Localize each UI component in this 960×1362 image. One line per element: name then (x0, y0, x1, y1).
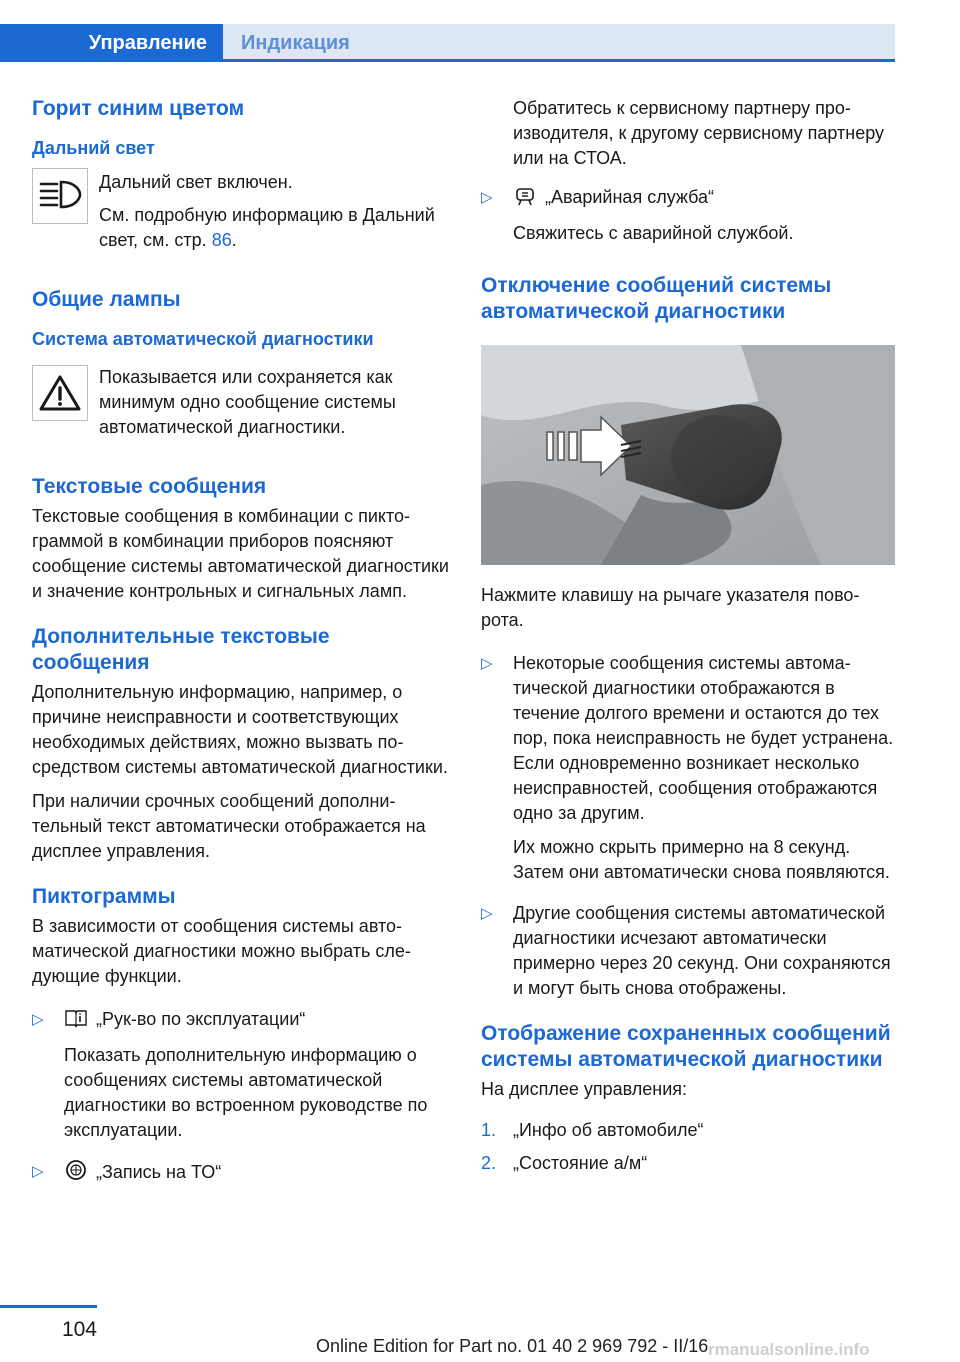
turn-signal-lever-photo (481, 345, 895, 565)
heading-show-stored-messages: Отображение сохраненных сообщений системы автоматической диагностики (481, 1022, 891, 1071)
show-stored-paragraph: На дисплее управления: (481, 1079, 688, 1099)
chapter-tab-bar (0, 24, 895, 62)
tab-controls[interactable]: Управление (0, 24, 223, 62)
tab-underline (0, 59, 895, 62)
step-number: 2. (481, 1153, 497, 1173)
breakdown-service-icon[interactable] (513, 186, 537, 213)
heading-check-control: Система автоматической диагностики (32, 329, 374, 349)
auto-disappear-text: Другие сообщения системы автоматической диагностики исчезают автоматически примерно через 20 секунд. Они сохраняются и могут быть снова отображены. (513, 903, 891, 998)
additional-text-paragraph-1: Дополнительную информацию, например, о причине неисправности и соответствующих необходимых действиях, можно вызвать посредством системы автоматической диагностики. (32, 682, 448, 777)
footer-accent-line (0, 1305, 97, 1308)
bullet-owners-manual-title: „Рук-во по эксплуатации“ (96, 1009, 306, 1029)
high-beam-reference: См. подробную информацию в Дальний свет, см. стр. 86. (99, 205, 435, 250)
high-beam-text: Дальний свет включен. (99, 172, 293, 192)
heading-symbols: Пиктограммы (32, 885, 176, 908)
manual-book-icon[interactable] (64, 1008, 88, 1035)
heading-high-beam: Дальний свет (32, 138, 155, 158)
warning-triangle-icon (32, 365, 88, 421)
check-control-block (32, 365, 450, 440)
bullet-persistent-messages (481, 651, 895, 885)
check-control-text: Показывается или сохраняется как минимум одно сообщение системы автоматической диагностики. (99, 367, 396, 437)
step-text[interactable]: „Состояние а/м“ (513, 1153, 648, 1173)
symbols-paragraph: В зависимости от сообщения системы автоматической диагностики можно выбрать следующие функции. (32, 916, 411, 986)
tab-displays[interactable]: Индикация (241, 32, 350, 54)
high-beam-block (32, 168, 450, 253)
service-contact-text: Обратитесь к сервисному партнеру производителя, к другому сервисному партнеру или на СТОА. (513, 98, 885, 168)
bullet-marker: ▷ (32, 1011, 44, 1028)
bullet-marker: ▷ (481, 905, 493, 922)
service-wrench-icon[interactable] (64, 1159, 88, 1188)
heading-hide-messages: Отключение сообщений системы автоматической диагностики (481, 274, 832, 323)
bullet-marker: ▷ (481, 189, 493, 206)
persistent-messages-text-2: Их можно скрыть примерно на 8 секунд. Затем они автоматически снова появляются. (513, 837, 890, 882)
bullet-owners-manual (32, 1007, 450, 1143)
step-2 (481, 1151, 895, 1176)
page-number: 104 (61, 1318, 97, 1341)
page-link-86[interactable]: 86 (211, 230, 232, 250)
step-number: 1. (481, 1120, 497, 1140)
text-messages-paragraph: Текстовые сообщения в комбинации с пиктограммой в комбинации приборов поясняют сообщение системы автоматической диагностики и значение контрольных и сигнальных ламп. (32, 506, 449, 601)
watermark: rmanualsonline.info (708, 1340, 870, 1359)
heading-additional-text: Дополнительные текстовые сообщения (32, 625, 330, 674)
hide-messages-paragraph: Нажмите клавишу на рычаге указателя поворота. (481, 585, 860, 630)
heading-general-lights: Общие лампы (32, 288, 181, 311)
bullet-roadside-title: „Аварийная служба“ (545, 187, 715, 207)
bullet-auto-disappear (481, 901, 895, 1001)
bullet-service-title: „Запись на ТО“ (96, 1162, 222, 1182)
bullet-roadside-text: Свяжитесь с аварийной службой. (513, 223, 794, 243)
persistent-messages-text-1: Некоторые сообщения системы автоматической диагностики отображаются в течение долгого времени и остаются до тех пор, пока неисправность не будет устранена. Если одновременно возникает несколько неисправностей, сообщения отображаются одно за другим. (513, 653, 894, 823)
edition-text: Online Edition for Part no. 01 40 2 969 792 - II/16 (316, 1336, 709, 1356)
right-column (481, 96, 895, 1176)
heading-blue-lights: Горит синим цветом (32, 97, 245, 120)
heading-text-messages: Текстовые сообщения (32, 475, 267, 498)
bullet-marker: ▷ (32, 1163, 44, 1180)
bullet-roadside-assistance (481, 185, 895, 246)
bullet-service-continued (481, 96, 895, 171)
step-1 (481, 1118, 895, 1143)
additional-text-paragraph-2: При наличии срочных сообщений дополнительный текст автоматически отображается на дисплее управления. (32, 791, 426, 861)
bullet-service-appointment (32, 1159, 450, 1188)
bullet-owners-manual-text: Показать дополнительную информацию о сообщениях системы автоматической диагностики во встроенном руководстве по эксплуатации. (64, 1045, 428, 1140)
left-column (32, 96, 450, 1188)
step-text[interactable]: „Инфо об автомобиле“ (513, 1120, 704, 1140)
bullet-marker: ▷ (481, 655, 493, 672)
high-beam-icon (32, 168, 88, 224)
